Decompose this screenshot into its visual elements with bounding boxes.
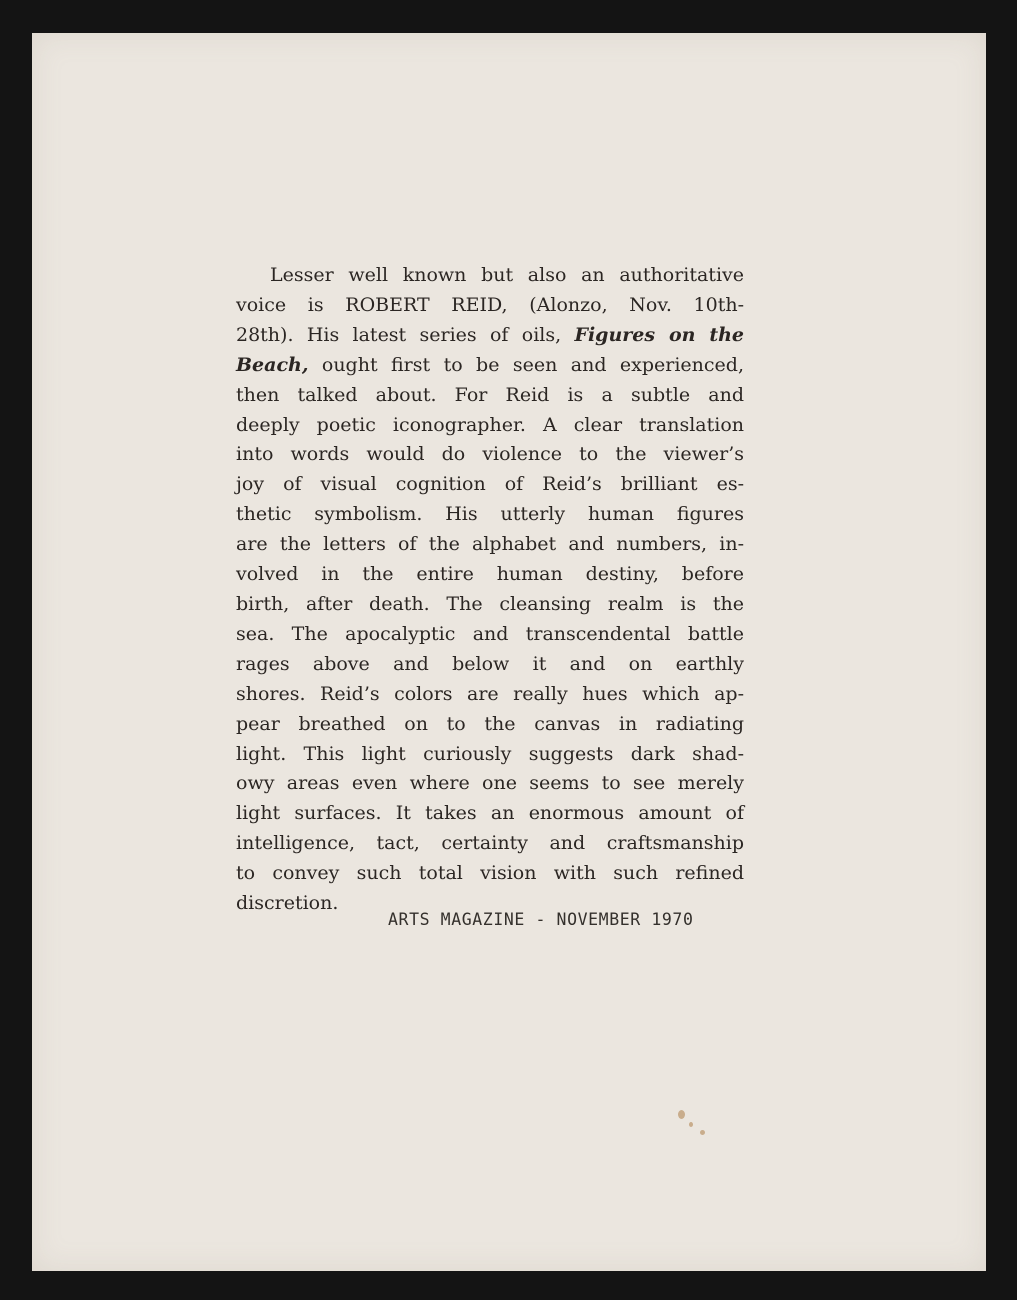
text-line: joy of visual cognition of Reid’s brilliant es- [236, 473, 744, 496]
text-line: discretion. [236, 892, 339, 915]
text-line: then talked about. For Reid is a subtle and [236, 383, 744, 406]
text-line: to convey such total vision with such refined [236, 862, 744, 885]
text-line [236, 321, 744, 351]
text-line: light. This light curiously suggests dark shad- [236, 742, 744, 765]
source-attribution: ARTS MAGAZINE - NOVEMBER 1970 [388, 910, 694, 929]
text-line: shores. Reid’s colors are really hues which ap- [236, 682, 744, 705]
text-line: rages above and below it and on earthly [236, 652, 744, 675]
text-line: pear breathed on to the canvas in radiating [236, 712, 744, 735]
text-line: birth, after death. The cleansing realm is the [236, 592, 744, 615]
paper-stain [678, 1110, 685, 1119]
paper-stain [689, 1122, 693, 1127]
text-line: Lesser well known but also an authoritative [270, 264, 744, 286]
text-line: into words would do violence to the viewer’s [236, 443, 744, 466]
text-segment: 28th). His latest series of oils, [236, 323, 575, 346]
text-line: owy areas even where one seems to see merely [236, 772, 744, 795]
article-text [236, 261, 744, 919]
text-segment: ought first to be seen and experienced, [308, 353, 744, 376]
text-line: light surfaces. It takes an enormous amount of [236, 802, 744, 825]
paper-stain [700, 1130, 705, 1135]
artwork-title-part: Beach, [236, 353, 309, 376]
text-line: sea. The apocalyptic and transcendental battle [236, 622, 744, 645]
text-line: volved in the entire human destiny, before [236, 563, 744, 586]
paper-sheet [32, 33, 986, 1271]
text-line [236, 351, 744, 381]
text-line: intelligence, tact, certainty and craftsmanship [236, 832, 744, 855]
text-line: voice is ROBERT REID, (Alonzo, Nov. 10th- [236, 293, 744, 316]
artwork-title-part: Figures on the [574, 323, 744, 346]
text-line: deeply poetic iconographer. A clear translation [236, 413, 744, 436]
text-line: thetic symbolism. His utterly human figures [236, 503, 744, 526]
text-line: are the letters of the alphabet and numbers, in- [236, 533, 744, 556]
